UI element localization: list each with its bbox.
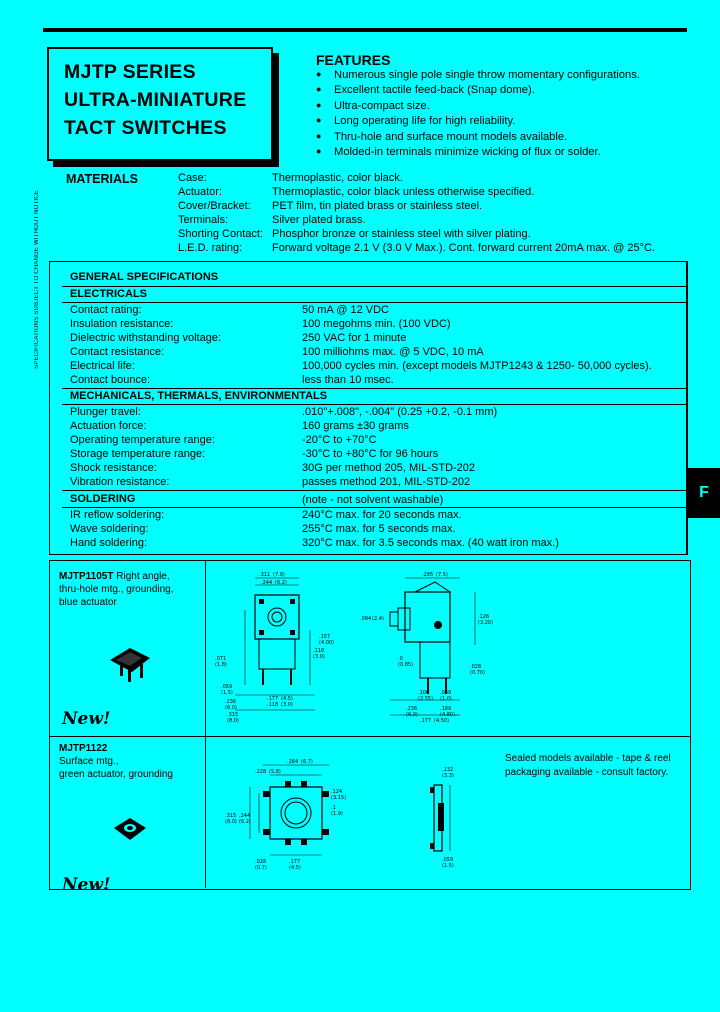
spec-key: Electrical life:	[70, 360, 135, 372]
product-desc: green actuator, grounding	[59, 769, 173, 780]
dim-label: (6.2)	[239, 819, 251, 825]
drawing-2-side	[420, 765, 460, 875]
general-specs-heading: GENERAL SPECIFICATIONS	[70, 271, 219, 283]
dim-label: (4.50)	[434, 718, 450, 724]
dim-label: (1.8)	[215, 662, 227, 668]
spec-value: 100 megohms min. (100 VDC)	[302, 318, 451, 330]
sealed-line-1: Sealed models available - tape & reel	[505, 753, 671, 764]
dim-label: .039	[440, 690, 452, 696]
dim-label: (2.55)	[418, 696, 434, 702]
material-value: Phosphor bronze or stainless steel with silver plating.	[272, 228, 531, 240]
product-model: MJTP1105T	[59, 571, 114, 582]
spec-key: Shock resistance:	[70, 462, 157, 474]
dim-label: (1.0)	[440, 696, 452, 702]
dim-label: .228	[255, 769, 267, 775]
dim-label: .236	[406, 706, 418, 712]
dim-label: (3.15)	[331, 795, 347, 801]
title-box	[47, 47, 273, 161]
feature-item: ● Numerous single pole single throw momentary configurations.	[316, 67, 640, 82]
dim-label: .059	[221, 684, 233, 690]
spec-value: 250 VAC for 1 minute	[302, 332, 407, 344]
dim-label: .177	[420, 718, 432, 724]
spec-value: -30°C to +80°C for 96 hours	[302, 448, 439, 460]
new-badge: New!	[62, 875, 111, 895]
dim-label: (4.5)	[289, 865, 301, 871]
dim-label: .059	[442, 857, 454, 863]
dim-label: .028	[255, 859, 267, 865]
dim-label: (4.00)	[319, 640, 335, 646]
material-key: Cover/Bracket:	[178, 200, 251, 212]
dim-label: .071	[215, 656, 227, 662]
spec-value: 240°C max. for 20 seconds max.	[302, 509, 462, 521]
material-key: Actuator:	[178, 186, 223, 198]
dim-label: .236	[225, 699, 237, 705]
dim-label: .244	[239, 813, 251, 819]
spec-value: 160 grams ±30 grams	[302, 420, 409, 432]
dim-label: (6.7)	[301, 759, 313, 765]
new-badge: New!	[62, 709, 111, 729]
feature-item: ● Excellent tactile feed-back (Snap dome).	[316, 82, 640, 97]
product-desc: thru-hole mtg., grounding,	[59, 584, 174, 595]
dim-label: .157	[319, 634, 331, 640]
title-line-1: MJTP SERIES	[64, 61, 196, 83]
top-rule	[43, 28, 687, 32]
specifications-box	[49, 261, 688, 555]
spec-key: Contact bounce:	[70, 374, 151, 386]
drawing-1-side	[360, 570, 500, 730]
soldering-note-text: (note - not solvent washable)	[302, 494, 444, 506]
material-key: Terminals:	[178, 214, 229, 226]
product-desc: Surface mtg.,	[59, 756, 119, 767]
spec-key: Storage temperature range:	[70, 448, 206, 460]
dim-label: .177	[289, 859, 301, 865]
dim-label: .100	[418, 690, 430, 696]
spec-value: .010"+.008", -.004" (0.25 +0.2, -0.1 mm)	[302, 406, 498, 418]
product-2-photo	[110, 808, 150, 848]
material-key: Shorting Contact:	[178, 228, 263, 240]
product-1-photo	[100, 640, 160, 690]
dim-label: .177	[267, 696, 279, 702]
spec-key: Hand soldering:	[70, 537, 148, 549]
dim-label: (3.0)	[281, 702, 293, 708]
dim-label: (3.0)	[313, 654, 325, 660]
material-value: Thermoplastic, color black unless otherwise specified.	[272, 186, 535, 198]
dim-label: (4.5)	[281, 696, 293, 702]
spec-key: Operating temperature range:	[70, 434, 215, 446]
dim-label: (6.0)	[406, 712, 418, 718]
spec-value: 255°C max. for 5 seconds max.	[302, 523, 456, 535]
dim-label: (8.0)	[225, 819, 237, 825]
spec-key: Vibration resistance:	[70, 476, 170, 488]
dim-label: .118	[267, 702, 279, 708]
features-heading: FEATURES	[316, 52, 391, 68]
feature-item: ● Ultra-compact size.	[316, 98, 640, 113]
dim-label: .028	[470, 664, 482, 670]
feature-item: ● Thru-hole and surface mount models available.	[316, 129, 640, 144]
dim-label: .124	[331, 789, 343, 795]
dim-label: .264	[287, 759, 299, 765]
dim-label: (8.0)	[227, 718, 239, 724]
spec-key: Dielectric withstanding voltage:	[70, 332, 222, 344]
spec-key: IR reflow soldering:	[70, 509, 165, 521]
spec-value: 320°C max. for 3.5 seconds max. (40 watt iron max.)	[302, 537, 559, 549]
dim-label: .118	[313, 648, 325, 654]
spec-value: less than 10 msec.	[302, 374, 394, 386]
dim-label: .126	[478, 614, 490, 620]
spec-key: Plunger travel:	[70, 406, 141, 418]
soldering-heading: SOLDERING	[70, 493, 136, 505]
spec-key: Wave soldering:	[70, 523, 149, 535]
product-model: MJTP1122	[59, 743, 108, 754]
spec-key: Actuation force:	[70, 420, 147, 432]
electricals-heading: ELECTRICALS	[70, 288, 147, 300]
dim-label: (1.5)	[442, 863, 454, 869]
dim-label: (3.3)	[442, 773, 454, 779]
product-1-text	[59, 570, 174, 609]
dim-label: (0.7)	[255, 865, 267, 871]
dim-label: (1.5)	[221, 690, 233, 696]
spec-key: Insulation resistance:	[70, 318, 174, 330]
dim-label: (0.70)	[470, 670, 486, 676]
materials-heading: MATERIALS	[66, 172, 138, 186]
spec-value: 50 mA @ 12 VDC	[302, 304, 389, 316]
spec-key: Contact rating:	[70, 304, 142, 316]
dim-label: (0.85)	[398, 662, 414, 668]
material-value: Thermoplastic, color black.	[272, 172, 403, 184]
dim-label: (1.9)	[331, 811, 343, 817]
dim-label: .189	[440, 706, 452, 712]
drawing-2-top	[225, 755, 355, 880]
dim-label: (7.5)	[436, 572, 448, 578]
dim-label: (6.2)	[275, 580, 287, 586]
material-value: PET film, tin plated brass or stainless steel.	[272, 200, 483, 212]
product-desc: blue actuator	[59, 597, 117, 608]
product-2-text	[59, 742, 173, 781]
spec-value: -20°C to +70°C	[302, 434, 377, 446]
feature-item: ● Molded-in terminals minimize wicking of flux or solder.	[316, 144, 640, 159]
product-desc: Right angle,	[113, 571, 170, 582]
title-line-2: ULTRA-MINIATURE	[64, 89, 247, 111]
dim-label: .094	[360, 616, 372, 622]
dim-label: (5.8)	[269, 769, 281, 775]
drawing-1-front	[215, 570, 345, 730]
material-value: Forward voltage 2.1 V (3.0 V Max.). Cont. forward current 20mA max. @ 25°C.	[272, 242, 655, 254]
dim-label: (7.9)	[273, 572, 285, 578]
material-key: L.E.D. rating:	[178, 242, 243, 254]
dim-label: (4.80)	[440, 712, 456, 718]
dim-label: (3.20)	[478, 620, 494, 626]
spec-value: 100 milliohms max. @ 5 VDC, 10 mA	[302, 346, 484, 358]
dim-label: .295	[422, 572, 434, 578]
mechanicals-heading: MECHANICALS, THERMALS, ENVIRONMENTALS	[70, 390, 328, 402]
material-key: Case:	[178, 172, 207, 184]
spec-key: Contact resistance:	[70, 346, 165, 358]
dim-label: .311	[259, 572, 271, 578]
material-value: Silver plated brass.	[272, 214, 366, 226]
dim-label: .0	[398, 656, 403, 662]
spec-value: 100,000 cycles min. (except models MJTP1243 & 1250- 50,000 cycles).	[302, 360, 652, 372]
dim-label: .244	[261, 580, 273, 586]
title-line-3: TACT SWITCHES	[64, 117, 227, 139]
feature-item: ● Long operating life for high reliability.	[316, 113, 640, 128]
section-tab: F	[688, 468, 720, 518]
dim-label: .1	[331, 805, 336, 811]
dim-label: (2.4)	[372, 616, 384, 622]
column-divider	[205, 560, 206, 888]
side-note: SPECIFICATIONS SUBJECT TO CHANGE WITHOUT NOTICE	[34, 190, 40, 369]
sealed-note	[505, 752, 671, 780]
sealed-line-2: packaging available - consult factory.	[505, 767, 669, 778]
dim-label: .315	[225, 813, 237, 819]
dim-label: .315	[227, 712, 239, 718]
features-list	[316, 67, 640, 159]
dim-label: (6.0)	[225, 705, 237, 711]
dim-label: .132	[442, 767, 454, 773]
row-divider	[49, 736, 690, 737]
spec-value: passes method 201, MIL-STD-202	[302, 476, 471, 488]
spec-value: 30G per method 205, MIL-STD-202	[302, 462, 476, 474]
